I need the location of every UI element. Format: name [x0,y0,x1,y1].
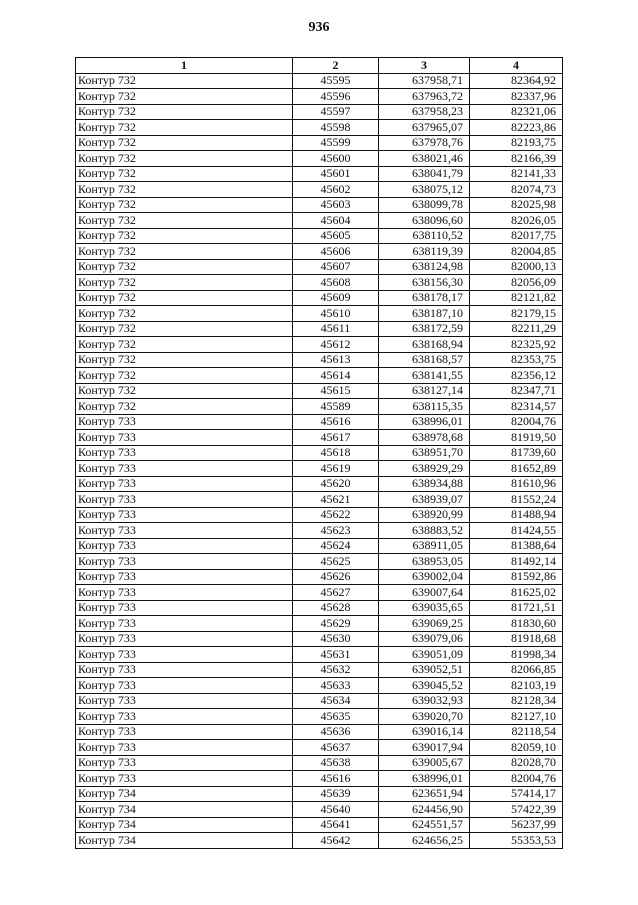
table-row [76,724,563,740]
table-row [76,817,563,833]
point-number-cell: 45619 [293,461,379,477]
y-coordinate-cell: 81610,96 [470,476,563,492]
table-row [76,507,563,523]
contour-name-cell: Контур 733 [76,740,293,756]
table-row [76,166,563,182]
contour-name-cell: Контур 732 [76,275,293,291]
table-row [76,430,563,446]
table-row [76,538,563,554]
contour-name-cell: Контур 734 [76,802,293,818]
table-row [76,569,563,585]
y-coordinate-cell: 81998,34 [470,647,563,663]
point-number-cell: 45605 [293,228,379,244]
x-coordinate-cell: 638156,30 [379,275,470,291]
y-coordinate-cell: 82141,33 [470,166,563,182]
table-row [76,693,563,709]
point-number-cell: 45611 [293,321,379,337]
point-number-cell: 45642 [293,833,379,849]
table-row [76,786,563,802]
point-number-cell: 45626 [293,569,379,585]
contour-name-cell: Контур 732 [76,151,293,167]
contour-name-cell: Контур 733 [76,616,293,632]
point-number-cell: 45630 [293,631,379,647]
x-coordinate-cell: 638075,12 [379,182,470,198]
y-coordinate-cell: 82025,98 [470,197,563,213]
contour-name-cell: Контур 734 [76,817,293,833]
page-number: 936 [308,20,330,35]
x-coordinate-cell: 638127,14 [379,383,470,399]
point-number-cell: 45639 [293,786,379,802]
contour-name-cell: Контур 732 [76,120,293,136]
table-row [76,445,563,461]
contour-name-cell: Контур 732 [76,182,293,198]
x-coordinate-cell: 638110,52 [379,228,470,244]
contour-name-cell: Контур 732 [76,368,293,384]
table-row [76,678,563,694]
x-coordinate-cell: 639069,25 [379,616,470,632]
table-row [76,104,563,120]
table-row [76,259,563,275]
contour-name-cell: Контур 733 [76,585,293,601]
column-header-1: 1 [76,58,293,74]
point-number-cell: 45625 [293,554,379,570]
point-number-cell: 45631 [293,647,379,663]
x-coordinate-cell: 638178,17 [379,290,470,306]
y-coordinate-cell: 82337,96 [470,89,563,105]
x-coordinate-cell: 639020,70 [379,709,470,725]
x-coordinate-cell: 637958,71 [379,73,470,89]
column-header-3: 3 [379,58,470,74]
contour-name-cell: Контур 733 [76,678,293,694]
y-coordinate-cell: 81652,89 [470,461,563,477]
point-number-cell: 45616 [293,414,379,430]
y-coordinate-cell: 82223,86 [470,120,563,136]
table-row [76,492,563,508]
x-coordinate-cell: 638115,35 [379,399,470,415]
x-coordinate-cell: 638996,01 [379,414,470,430]
table-row [76,585,563,601]
x-coordinate-cell: 638099,78 [379,197,470,213]
x-coordinate-cell: 638187,10 [379,306,470,322]
contour-name-cell: Контур 733 [76,647,293,663]
y-coordinate-cell: 82166,39 [470,151,563,167]
y-coordinate-cell: 82121,82 [470,290,563,306]
y-coordinate-cell: 82128,34 [470,693,563,709]
y-coordinate-cell: 82356,12 [470,368,563,384]
y-coordinate-cell: 81625,02 [470,585,563,601]
table-row [76,290,563,306]
y-coordinate-cell: 81830,60 [470,616,563,632]
point-number-cell: 45627 [293,585,379,601]
contour-name-cell: Контур 733 [76,771,293,787]
y-coordinate-cell: 82347,71 [470,383,563,399]
point-number-cell: 45620 [293,476,379,492]
y-coordinate-cell: 82321,06 [470,104,563,120]
table-row [76,213,563,229]
contour-name-cell: Контур 732 [76,244,293,260]
point-number-cell: 45598 [293,120,379,136]
table-row [76,771,563,787]
x-coordinate-cell: 639045,52 [379,678,470,694]
y-coordinate-cell: 81388,64 [470,538,563,554]
contour-name-cell: Контур 732 [76,73,293,89]
contour-name-cell: Контур 733 [76,709,293,725]
y-coordinate-cell: 82074,73 [470,182,563,198]
contour-name-cell: Контур 732 [76,166,293,182]
point-number-cell: 45601 [293,166,379,182]
y-coordinate-cell: 82004,76 [470,414,563,430]
table-row [76,368,563,384]
column-header-4: 4 [470,58,563,74]
y-coordinate-cell: 82017,75 [470,228,563,244]
contour-name-cell: Контур 732 [76,104,293,120]
contour-name-cell: Контур 733 [76,693,293,709]
point-number-cell: 45606 [293,244,379,260]
y-coordinate-cell: 82325,92 [470,337,563,353]
table-row [76,414,563,430]
x-coordinate-cell: 638978,68 [379,430,470,446]
y-coordinate-cell: 82127,10 [470,709,563,725]
table-row [76,802,563,818]
y-coordinate-cell: 82314,57 [470,399,563,415]
table-row [76,461,563,477]
table-row [76,228,563,244]
y-coordinate-cell: 82193,75 [470,135,563,151]
y-coordinate-cell: 82103,19 [470,678,563,694]
point-number-cell: 45618 [293,445,379,461]
table-row [76,151,563,167]
point-number-cell: 45641 [293,817,379,833]
table-row [76,631,563,647]
x-coordinate-cell: 638920,99 [379,507,470,523]
table-row [76,709,563,725]
y-coordinate-cell: 82000,13 [470,259,563,275]
contour-name-cell: Контур 733 [76,461,293,477]
table-row [76,554,563,570]
x-coordinate-cell: 639002,04 [379,569,470,585]
point-number-cell: 45638 [293,755,379,771]
x-coordinate-cell: 638883,52 [379,523,470,539]
contour-name-cell: Контур 732 [76,213,293,229]
table-row [76,755,563,771]
point-number-cell: 45615 [293,383,379,399]
y-coordinate-cell: 82179,15 [470,306,563,322]
table-row [76,89,563,105]
point-number-cell: 45617 [293,430,379,446]
column-header-2: 2 [293,58,379,74]
x-coordinate-cell: 623651,94 [379,786,470,802]
contour-name-cell: Контур 733 [76,569,293,585]
point-number-cell: 45640 [293,802,379,818]
table-row [76,337,563,353]
y-coordinate-cell: 82004,76 [470,771,563,787]
contour-name-cell: Контур 733 [76,476,293,492]
table-row [76,616,563,632]
table-row [76,135,563,151]
point-number-cell: 45596 [293,89,379,105]
x-coordinate-cell: 639051,09 [379,647,470,663]
table-row [76,73,563,89]
x-coordinate-cell: 638096,60 [379,213,470,229]
x-coordinate-cell: 639052,51 [379,662,470,678]
point-number-cell: 45607 [293,259,379,275]
x-coordinate-cell: 639017,94 [379,740,470,756]
x-coordinate-cell: 638124,98 [379,259,470,275]
contour-name-cell: Контур 733 [76,492,293,508]
point-number-cell: 45635 [293,709,379,725]
point-number-cell: 45621 [293,492,379,508]
point-number-cell: 45616 [293,771,379,787]
table-row [76,647,563,663]
contour-name-cell: Контур 733 [76,414,293,430]
table-row [76,523,563,539]
contour-name-cell: Контур 733 [76,724,293,740]
x-coordinate-cell: 638168,94 [379,337,470,353]
point-number-cell: 45604 [293,213,379,229]
x-coordinate-cell: 639032,93 [379,693,470,709]
y-coordinate-cell: 82059,10 [470,740,563,756]
contour-name-cell: Контур 733 [76,445,293,461]
y-coordinate-cell: 82118,54 [470,724,563,740]
point-number-cell: 45628 [293,600,379,616]
point-number-cell: 45634 [293,693,379,709]
table-row [76,476,563,492]
y-coordinate-cell: 81552,24 [470,492,563,508]
table-row [76,399,563,415]
contour-name-cell: Контур 733 [76,538,293,554]
point-number-cell: 45597 [293,104,379,120]
point-number-cell: 45610 [293,306,379,322]
y-coordinate-cell: 81424,55 [470,523,563,539]
x-coordinate-cell: 638996,01 [379,771,470,787]
table-header-row [76,58,563,74]
x-coordinate-cell: 637965,07 [379,120,470,136]
point-number-cell: 45637 [293,740,379,756]
x-coordinate-cell: 638172,59 [379,321,470,337]
point-number-cell: 45622 [293,507,379,523]
table-row [76,740,563,756]
contour-name-cell: Контур 732 [76,352,293,368]
table-row [76,120,563,136]
table-row [76,383,563,399]
contour-name-cell: Контур 732 [76,259,293,275]
point-number-cell: 45636 [293,724,379,740]
y-coordinate-cell: 57414,17 [470,786,563,802]
point-number-cell: 45600 [293,151,379,167]
x-coordinate-cell: 637978,76 [379,135,470,151]
x-coordinate-cell: 638141,55 [379,368,470,384]
x-coordinate-cell: 624456,90 [379,802,470,818]
x-coordinate-cell: 639016,14 [379,724,470,740]
x-coordinate-cell: 639005,67 [379,755,470,771]
table-row [76,662,563,678]
y-coordinate-cell: 81592,86 [470,569,563,585]
contour-name-cell: Контур 732 [76,135,293,151]
point-number-cell: 45624 [293,538,379,554]
table-row [76,352,563,368]
contour-name-cell: Контур 732 [76,290,293,306]
contour-name-cell: Контур 732 [76,306,293,322]
x-coordinate-cell: 639079,06 [379,631,470,647]
point-number-cell: 45632 [293,662,379,678]
contour-name-cell: Контур 733 [76,631,293,647]
x-coordinate-cell: 638911,05 [379,538,470,554]
table-row [76,321,563,337]
x-coordinate-cell: 638953,05 [379,554,470,570]
table-row [76,833,563,849]
x-coordinate-cell: 639035,65 [379,600,470,616]
y-coordinate-cell: 82004,85 [470,244,563,260]
point-number-cell: 45608 [293,275,379,291]
y-coordinate-cell: 81492,14 [470,554,563,570]
point-number-cell: 45633 [293,678,379,694]
table-row [76,600,563,616]
table-row [76,182,563,198]
contour-name-cell: Контур 732 [76,321,293,337]
x-coordinate-cell: 624551,57 [379,817,470,833]
y-coordinate-cell: 81739,60 [470,445,563,461]
table-row [76,306,563,322]
y-coordinate-cell: 81721,51 [470,600,563,616]
y-coordinate-cell: 82211,29 [470,321,563,337]
x-coordinate-cell: 638041,79 [379,166,470,182]
table-row [76,197,563,213]
y-coordinate-cell: 82026,05 [470,213,563,229]
x-coordinate-cell: 638021,46 [379,151,470,167]
contour-name-cell: Контур 732 [76,197,293,213]
contour-name-cell: Контур 733 [76,600,293,616]
y-coordinate-cell: 82028,70 [470,755,563,771]
y-coordinate-cell: 82353,75 [470,352,563,368]
contour-name-cell: Контур 732 [76,337,293,353]
x-coordinate-cell: 638119,39 [379,244,470,260]
contour-name-cell: Контур 733 [76,662,293,678]
contour-name-cell: Контур 733 [76,507,293,523]
y-coordinate-cell: 81488,94 [470,507,563,523]
contour-name-cell: Контур 732 [76,399,293,415]
point-number-cell: 45603 [293,197,379,213]
point-number-cell: 45589 [293,399,379,415]
point-number-cell: 45609 [293,290,379,306]
point-number-cell: 45595 [293,73,379,89]
y-coordinate-cell: 81919,50 [470,430,563,446]
table-row [76,275,563,291]
point-number-cell: 45599 [293,135,379,151]
y-coordinate-cell: 55353,53 [470,833,563,849]
y-coordinate-cell: 82056,09 [470,275,563,291]
coordinates-table [75,57,563,849]
point-number-cell: 45613 [293,352,379,368]
contour-name-cell: Контур 733 [76,523,293,539]
point-number-cell: 45602 [293,182,379,198]
contour-name-cell: Контур 733 [76,430,293,446]
point-number-cell: 45623 [293,523,379,539]
x-coordinate-cell: 638939,07 [379,492,470,508]
contour-name-cell: Контур 732 [76,383,293,399]
y-coordinate-cell: 82066,85 [470,662,563,678]
y-coordinate-cell: 57422,39 [470,802,563,818]
x-coordinate-cell: 624656,25 [379,833,470,849]
x-coordinate-cell: 637958,23 [379,104,470,120]
y-coordinate-cell: 82364,92 [470,73,563,89]
contour-name-cell: Контур 732 [76,228,293,244]
y-coordinate-cell: 56237,99 [470,817,563,833]
table-row [76,244,563,260]
x-coordinate-cell: 638929,29 [379,461,470,477]
x-coordinate-cell: 638168,57 [379,352,470,368]
y-coordinate-cell: 81918,68 [470,631,563,647]
table-body [76,73,563,848]
contour-name-cell: Контур 733 [76,554,293,570]
contour-name-cell: Контур 733 [76,755,293,771]
contour-name-cell: Контур 734 [76,786,293,802]
x-coordinate-cell: 638934,88 [379,476,470,492]
point-number-cell: 45614 [293,368,379,384]
x-coordinate-cell: 638951,70 [379,445,470,461]
x-coordinate-cell: 639007,64 [379,585,470,601]
point-number-cell: 45612 [293,337,379,353]
contour-name-cell: Контур 734 [76,833,293,849]
point-number-cell: 45629 [293,616,379,632]
x-coordinate-cell: 637963,72 [379,89,470,105]
contour-name-cell: Контур 732 [76,89,293,105]
